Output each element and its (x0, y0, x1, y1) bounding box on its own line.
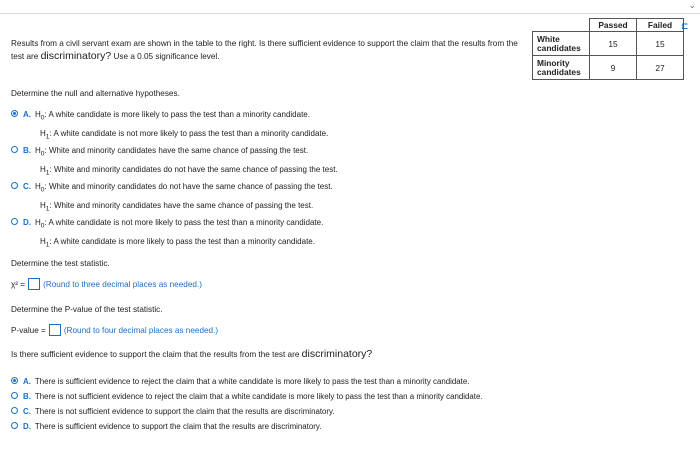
h0-label: $H_0$: (35, 146, 49, 158)
cell-white-passed: 15 (590, 32, 637, 56)
pvalue-hint: (Round to four decimal places as needed.) (63, 325, 219, 335)
pvalue-label: P-value = (11, 325, 46, 335)
chi-square-input[interactable] (28, 278, 40, 290)
hypothesis-option-a[interactable]: A. $H_0$: A white candidate is more likely to pass the test than a minority candidate. $H_1$: A white candidate is not more likely to pass the test than a minority candidate. (11, 107, 328, 144)
intro-emphasis: discriminatory? (40, 50, 112, 62)
conclusion-prompt: Is there sufficient evidence to support the claim that the results from the test are discriminatory? (11, 348, 373, 360)
statistic-answer-row (11, 278, 202, 290)
radio-selected-icon[interactable] (11, 110, 18, 117)
hypothesis-option-c[interactable]: C. $H_0$: White and minority candidates do not have the same chance of passing the test. $H_1$: White and minority candidates have the same chance of passing the test. (11, 179, 333, 216)
pvalue-answer-row (11, 324, 218, 336)
question-intro (11, 38, 531, 63)
radio-icon[interactable] (11, 392, 18, 399)
radio-icon[interactable] (11, 422, 18, 429)
cell-minority-failed: 27 (637, 56, 684, 80)
h1-label: $H_1$: (40, 128, 54, 141)
intro-text: Results from a civil servant exam are shown in the table to the right. Is there sufficient evidence to support the claim that the results from the test are (11, 39, 518, 61)
row-label-minority: Minority candidates (533, 56, 590, 80)
radio-icon[interactable] (11, 146, 18, 153)
h0-label: $H_0$: (35, 110, 49, 122)
hypotheses-prompt: Determine the null and alternative hypotheses. (11, 89, 180, 98)
chi-square-label: χ² = (11, 279, 26, 289)
h0-label: $H_0$: (35, 182, 49, 194)
h0-label: $H_0$: (35, 218, 49, 230)
expand-table-icon[interactable]: ⊏ (681, 21, 689, 31)
row-label-white: White candidates (533, 32, 590, 56)
conclusion-option-a[interactable]: A. There is sufficient evidence to reject the claim that a white candidate is more likely to pass the test than a minority candidate. (11, 374, 483, 389)
statistic-prompt: Determine the test statistic. (11, 259, 110, 268)
statistic-hint: (Round to three decimal places as needed.) (43, 279, 202, 289)
hypothesis-option-d[interactable]: D. $H_0$: A white candidate is not more likely to pass the test than a minority candidate. $H_1$: A white candidate is more likely to pass the test than a minority candidate. (11, 215, 323, 252)
hypothesis-option-b[interactable]: B. $H_0$: White and minority candidates have the same chance of passing the test. $H_1$: White and minority candidates do not have the same chance of passing the test. (11, 143, 338, 180)
radio-icon[interactable] (11, 407, 18, 414)
radio-selected-icon[interactable] (11, 377, 18, 384)
chevron-down-icon[interactable]: ⌄ (688, 0, 696, 10)
top-divider (0, 13, 700, 14)
cell-white-failed: 15 (637, 32, 684, 56)
h1-label: $H_1$: (40, 164, 54, 177)
cell-minority-passed: 9 (590, 56, 637, 80)
h1-label: $H_1$: (40, 200, 54, 213)
conclusion-option-d[interactable]: D. There is sufficient evidence to support the claim that the results are discriminatory. (11, 419, 483, 434)
radio-icon[interactable] (11, 218, 18, 225)
header-failed: Failed (637, 19, 684, 32)
header-passed: Passed (590, 19, 637, 32)
pvalue-prompt: Determine the P-value of the test statistic. (11, 305, 163, 314)
h1-label: $H_1$: (40, 236, 54, 249)
intro-tail: Use a 0.05 significance level. (111, 52, 220, 61)
conclusion-option-c[interactable]: C. There is not sufficient evidence to support the claim that the results are discriminatory. (11, 404, 483, 419)
conclusion-option-b[interactable]: B. There is not sufficient evidence to reject the claim that a white candidate is more likely to pass the test than a minority candidate. (11, 389, 483, 404)
table-corner (533, 19, 590, 32)
pvalue-input[interactable] (49, 324, 61, 336)
radio-icon[interactable] (11, 182, 18, 189)
conclusion-options (11, 374, 483, 434)
results-table (532, 18, 684, 80)
